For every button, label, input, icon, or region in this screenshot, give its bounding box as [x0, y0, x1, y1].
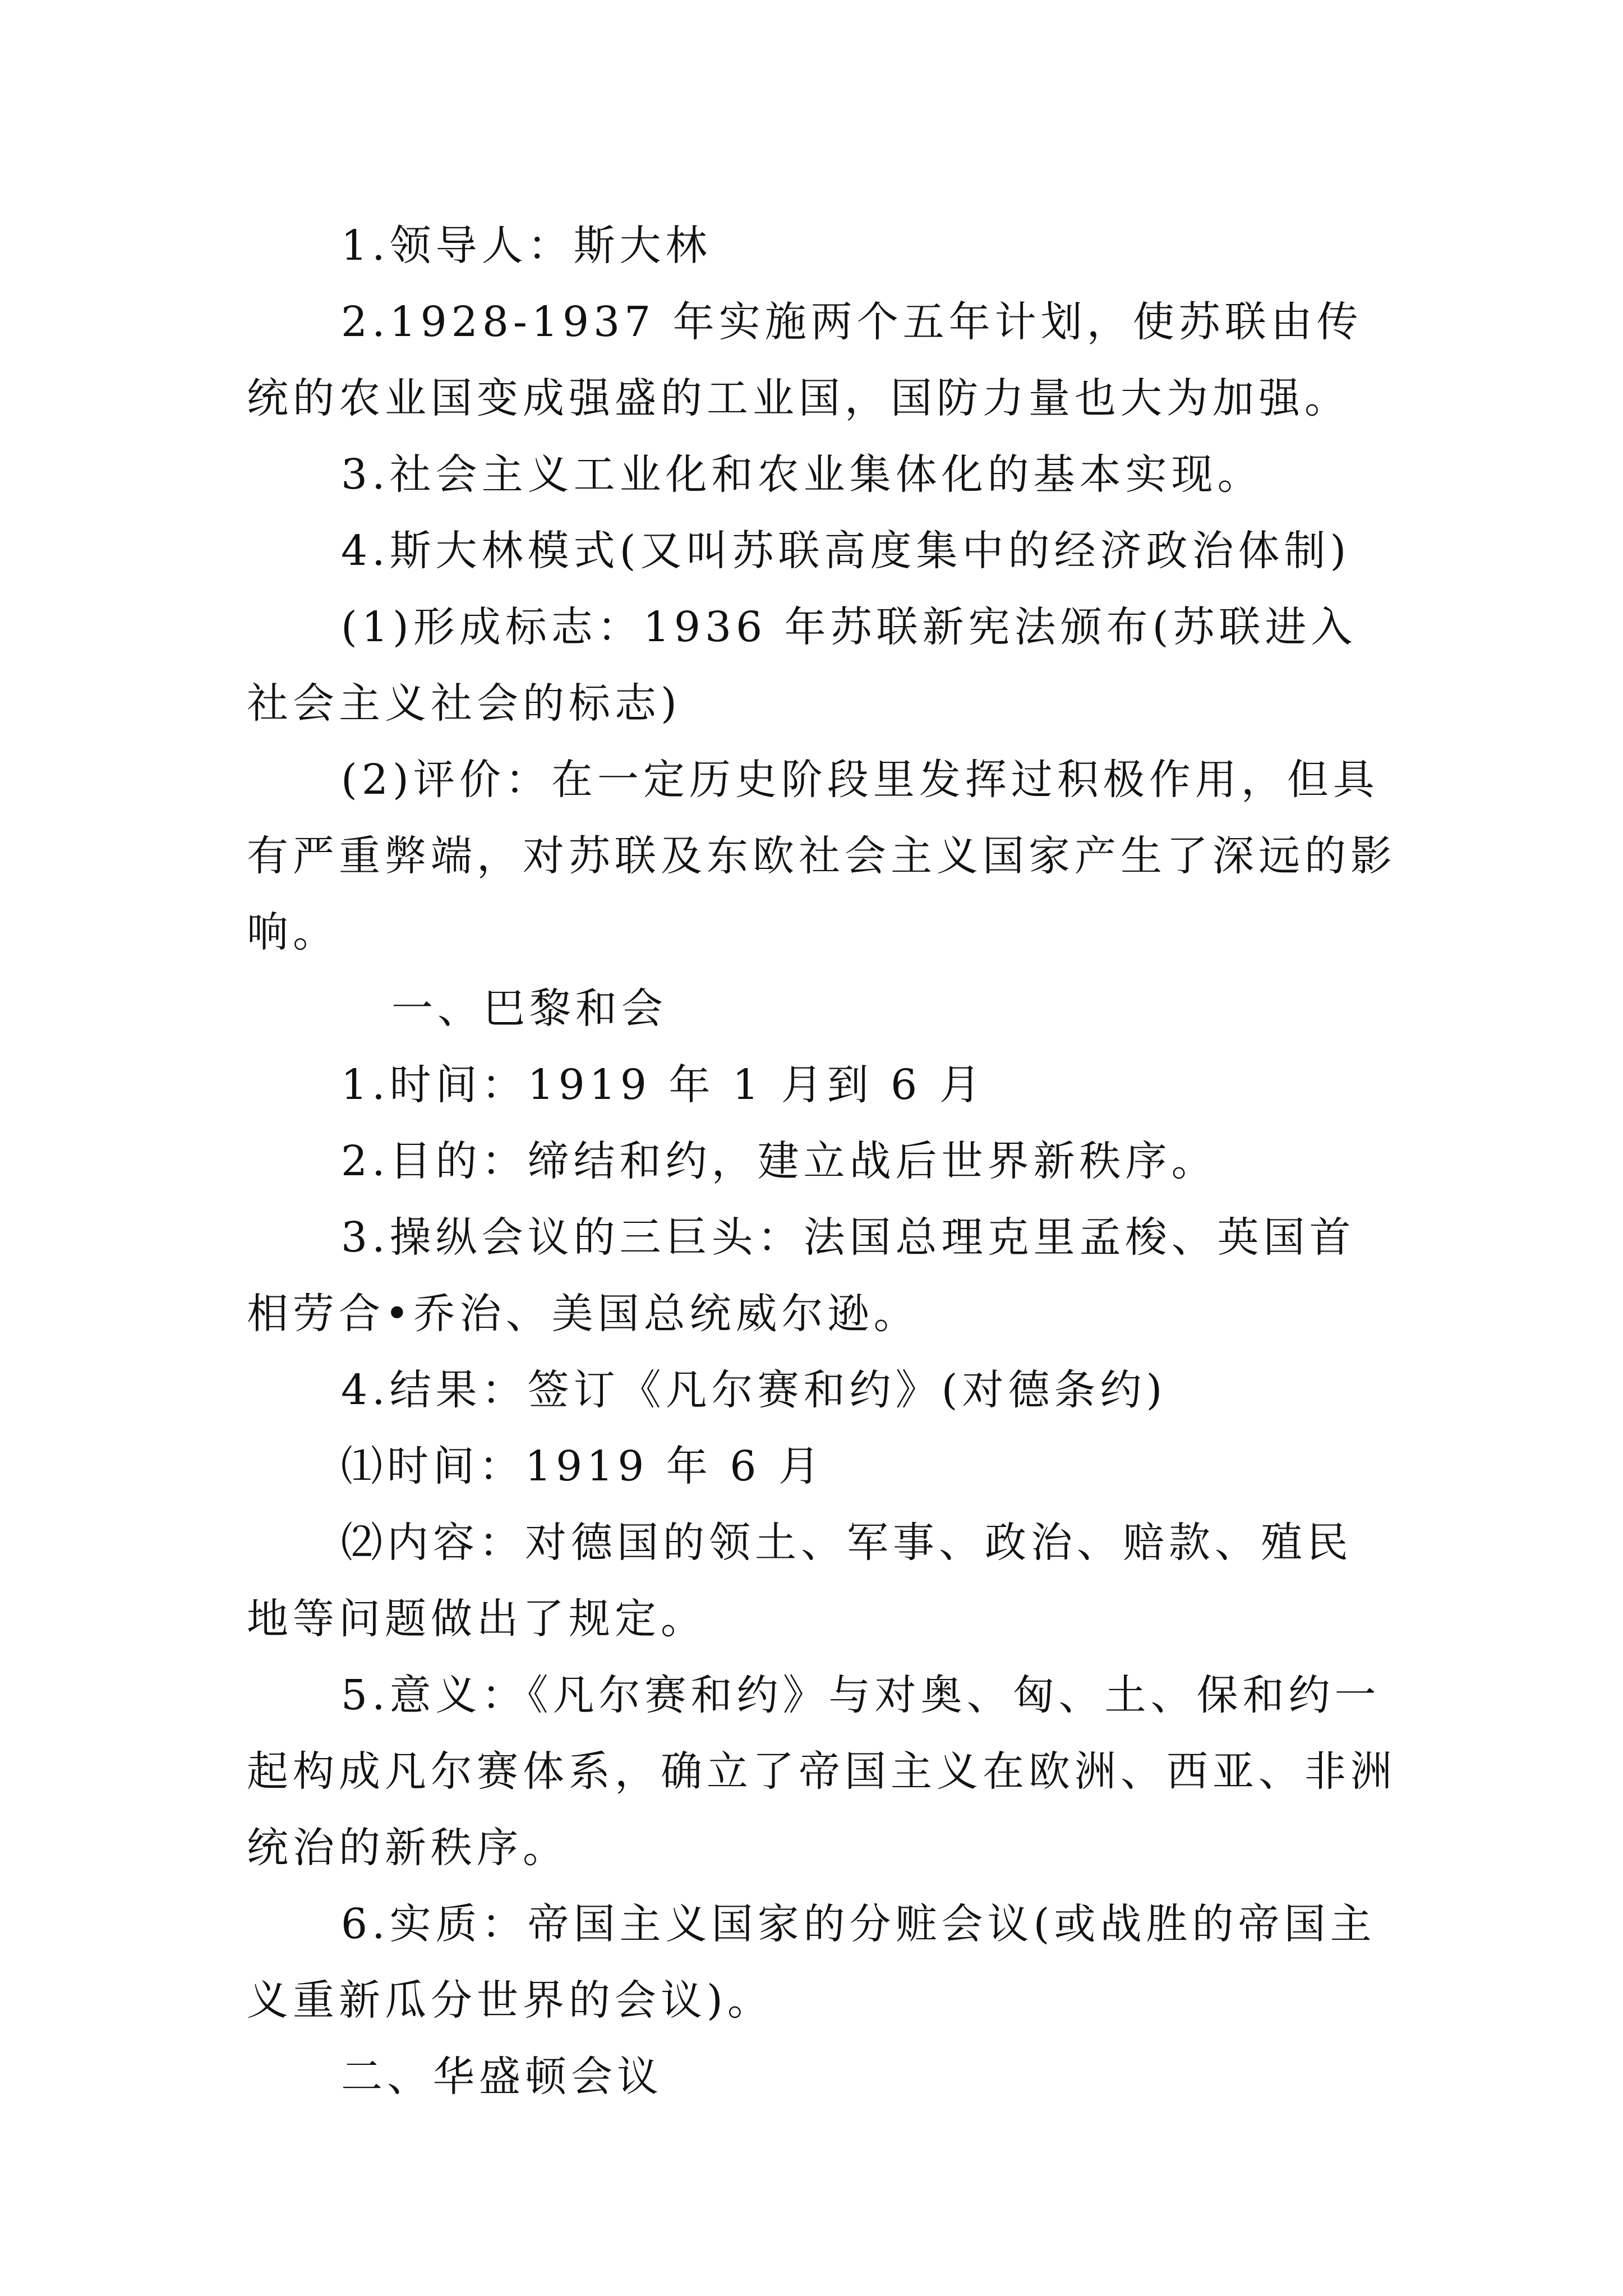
section-heading-washington-conference: 二、华盛顿会议 — [341, 2053, 663, 2101]
paragraph-five-year-plans: 2.1928-1937 年实施两个五年计划，使苏联由传统的农业国变成强盛的工业国，国防力量也大为加强。 — [247, 298, 1363, 422]
document-body — [247, 208, 1396, 2115]
paragraph-industrialization: 3.社会主义工业化和农业集体化的基本实现。 — [341, 450, 1264, 499]
paragraph-big-three: 3.操纵会议的三巨头：法国总理克里孟梭、英国首相劳合•乔治、美国总统威尔逊。 — [247, 1213, 1355, 1338]
paragraph-significance: 5.意义：《凡尔赛和约》与对奥、匈、土、保和约一起构成凡尔赛体系，确立了帝国主义在欧洲、西亚、非洲统治的新秩序。 — [247, 1671, 1396, 1872]
paragraph-result: 4.结果：签订《凡尔赛和约》(对德条约) — [341, 1366, 1167, 1414]
paragraph-treaty-time: ⑴时间：1919 年 6 月 — [341, 1442, 824, 1490]
paragraph-treaty-content: ⑵内容：对德国的领土、军事、政治、赔款、殖民地等问题做出了规定。 — [247, 1519, 1353, 1643]
paragraph-purpose: 2.目的：缔结和约，建立战后世界新秩序。 — [341, 1137, 1218, 1185]
paragraph-formation-mark: (1)形成标志：1936 年苏联新宪法颁布(苏联进入社会主义社会的标志) — [247, 603, 1357, 728]
section-heading-paris-conference: 一、巴黎和会 — [391, 984, 667, 1033]
paragraph-time: 1.时间：1919 年 1 月到 6 月 — [341, 1061, 985, 1109]
paragraph-stalin-model: 4.斯大林模式(又叫苏联高度集中的经济政治体制) — [341, 527, 1351, 575]
paragraph-leader: 1.领导人：斯大林 — [341, 222, 712, 270]
paragraph-evaluation: (2)评价：在一定历史阶段里发挥过积极作用，但具有严重弊端，对苏联及东欧社会主义国家产生了深远的影响。 — [247, 756, 1396, 956]
paragraph-essence: 6.实质：帝国主义国家的分赃会议(或战胜的帝国主义重新瓜分世界的会议)。 — [247, 1900, 1376, 2024]
